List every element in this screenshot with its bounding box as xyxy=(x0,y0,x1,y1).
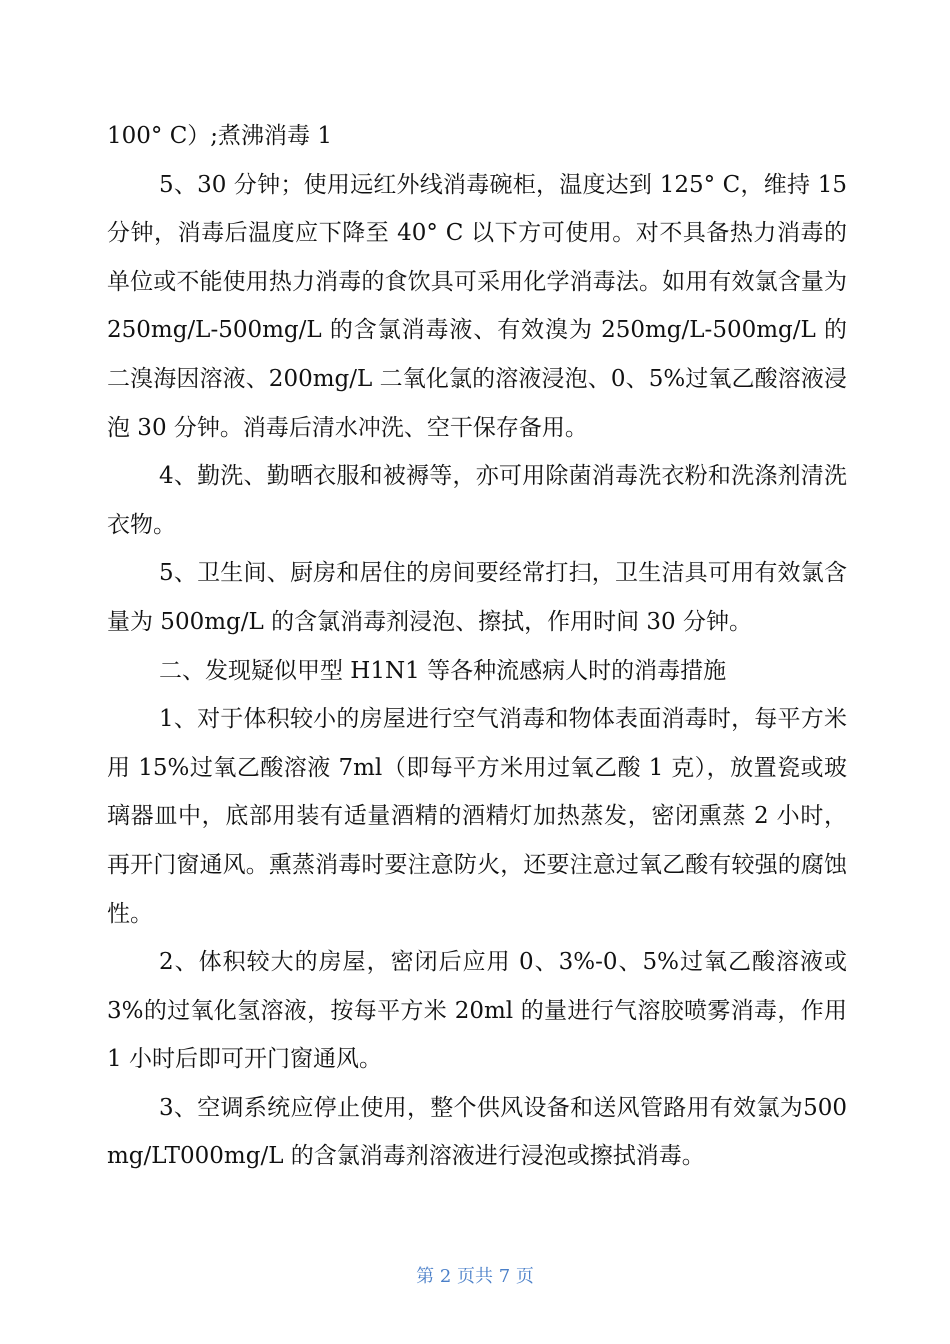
paragraph-large-room-disinfection: 2、体积较大的房屋，密闭后应用 0、3%-0、5%过氧乙酸溶液或3%的过氧化氢溶液，按每平方米 20ml 的量进行气溶胶喷雾消毒，作用 1 小时后即可开门窗通风。 xyxy=(107,949,847,1073)
paragraph-clothing-washing: 4、勤洗、勤晒衣服和被褥等，亦可用除菌消毒洗衣粉和洗涤剂清洗衣物。 xyxy=(107,463,847,538)
paragraph-room-cleaning: 5、卫生间、厨房和居住的房间要经常打扫，卫生洁具可用有效氯含量为 500mg/L 的含氯消毒剂浸泡、擦拭，作用时间 30 分钟。 xyxy=(107,560,847,635)
page-number-footer: 第 2 页共 7 页 xyxy=(416,1266,534,1287)
paragraph-small-room-disinfection: 1、对于体积较小的房屋进行空气消毒和物体表面消毒时，每平方米用 15%过氧乙酸溶液 7ml（即每平方米用过氧乙酸 1 克），放置瓷或玻璃器皿中，底部用装有适量酒精的酒精灯加热蒸发，密闭熏蒸 2 小时，再开门窗通风。熏蒸消毒时要注意防火，还要注意过氧乙酸有较强的腐蚀性。 xyxy=(107,706,847,927)
paragraph-air-conditioning: 3、空调系统应停止使用，整个供风设备和送风管路用有效氯为500mg/LT000mg/L 的含氯消毒剂溶液进行浸泡或擦拭消毒。 xyxy=(107,1094,847,1170)
paragraph-tableware-disinfection: 5、30 分钟；使用远红外线消毒碗柜，温度达到 125° C，维持 15 分钟，消毒后温度应下降至 40° C 以下方可使用。对不具备热力消毒的单位或不能使用热力消毒的食饮具可采用化学消毒法。如用有效氯含量为 250mg/L-500mg/L 的含氯消毒液、有效溴为 250mg/L-500mg/L 的二溴海因溶液、200mg/L 二氧化氯的溶液浸泡、0、5%过氧乙酸溶液浸泡 30 分钟。消毒后清水冲洗、空干保存备用。 xyxy=(107,171,847,441)
paragraph-continuation: 100° C）;煮沸消毒 1 xyxy=(107,123,333,149)
section-heading: 二、发现疑似甲型 H1N1 等各种流感病人时的消毒措施 xyxy=(159,657,727,684)
document-body xyxy=(107,112,847,1181)
